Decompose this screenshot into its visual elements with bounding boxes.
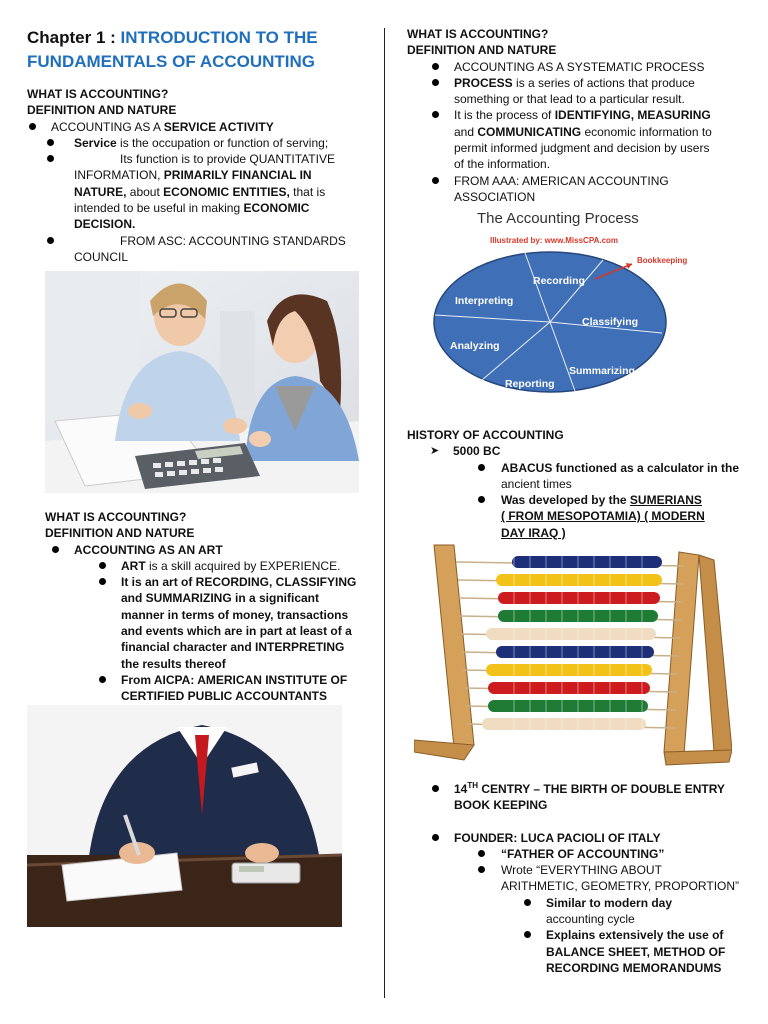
segment-classifying: Classifying	[582, 316, 639, 328]
bullet-icon	[478, 866, 485, 873]
section-subtitle: DEFINITION AND NATURE	[407, 43, 557, 58]
bullet-icon	[99, 578, 106, 585]
list-item: FROM ASC: ACCOUNTING STANDARDS COUNCIL	[27, 233, 367, 266]
bullet-heading: ACCOUNTING AS AN ART	[27, 542, 367, 558]
list-item: FROM AAA: AMERICAN ACCOUNTING ASSOCIATION	[407, 173, 742, 206]
bullet-icon	[432, 111, 439, 118]
callout-bookkeeping: Bookkeeping	[637, 256, 688, 265]
list-item: Explains extensively the use of BALANCE SHEET, METHOD OF RECORDING MEMORANDUMS	[407, 927, 742, 976]
bullet-icon	[47, 237, 54, 244]
chapter-title: Chapter 1 : INTRODUCTION TO THE FUNDAMENTALS OF ACCOUNTING	[27, 28, 318, 71]
bullet-icon	[524, 931, 531, 938]
list-item: Service is the occupation or function of serving;	[27, 135, 367, 151]
left-column	[27, 26, 367, 265]
history-section	[407, 427, 742, 541]
bullet-icon	[478, 496, 485, 503]
bullet-icon	[99, 562, 106, 569]
list-item: Wrote “EVERYTHING ABOUT ARITHMETIC, GEOMETRY, PROPORTION”	[407, 862, 742, 895]
list-item: It is the process of IDENTIFYING, MEASURING and COMMUNICATING economic information to permit informed judgment and decision by users of the information.	[407, 107, 742, 172]
section-question: WHAT IS ACCOUNTING?	[407, 27, 549, 41]
bullet-icon	[478, 850, 485, 857]
accounting-process-diagram	[430, 205, 705, 400]
bullet-icon	[478, 464, 485, 471]
list-item: ART is a skill acquired by EXPERIENCE.	[27, 558, 367, 574]
history-heading: HISTORY OF ACCOUNTING	[407, 428, 564, 442]
list-item: Was developed by the SUMERIANS ( FROM MESOPOTAMIA) ( MODERN DAY IRAQ )	[407, 492, 742, 541]
list-item: Similar to modern day accounting cycle	[407, 895, 742, 928]
list-item: Its function is to provide QUANTITATIVE INFORMATION, PRIMARILY FINANCIAL IN NATURE, about ECONOMIC ENTITIES, that is intended to be useful in making ECONOMIC DECISION.	[27, 151, 367, 232]
bullet-icon	[29, 123, 36, 130]
diagram-credit: Illustrated by: www.MissCPA.com	[490, 236, 619, 245]
section-question: WHAT IS ACCOUNTING?	[27, 87, 169, 101]
list-item: ABACUS functioned as a calculator in the ancient times	[407, 460, 742, 493]
segment-interpreting: Interpreting	[455, 295, 514, 307]
photo-businessman-writing	[27, 705, 342, 927]
section-question: WHAT IS ACCOUNTING?	[45, 510, 187, 524]
bullet-icon	[52, 546, 59, 553]
abacus-image	[414, 540, 732, 775]
segment-summarizing: Summarizing	[569, 365, 635, 377]
bullet-icon	[432, 177, 439, 184]
bullet-icon	[432, 79, 439, 86]
history-section-lower	[407, 781, 742, 976]
left-column-lower	[27, 509, 367, 705]
segment-analyzing: Analyzing	[450, 340, 500, 352]
section-subtitle: DEFINITION AND NATURE	[27, 103, 177, 118]
arrow-bullet-icon: ➤	[430, 445, 440, 458]
list-item: It is an art of RECORDING, CLASSIFYING and SUMMARIZING in a significant manner in terms of money, transactions and events which are in part at least of a financial character and INTERPRETING the results thereof	[27, 574, 367, 672]
list-item: 14TH CENTRY – THE BIRTH OF DOUBLE ENTRY BOOK KEEPING	[407, 781, 742, 814]
list-item: “FATHER OF ACCOUNTING”	[407, 846, 742, 862]
list-item: FOUNDER: LUCA PACIOLI OF ITALY	[407, 830, 742, 846]
bullet-icon	[524, 899, 531, 906]
photo-women-calculator	[45, 271, 359, 493]
bullet-icon	[432, 63, 439, 70]
bullet-icon	[47, 155, 54, 162]
bullet-icon	[432, 785, 439, 792]
bullet-icon	[99, 676, 106, 683]
bullet-heading: ACCOUNTING AS A SERVICE ACTIVITY	[27, 119, 367, 135]
list-item: ACCOUNTING AS A SYSTEMATIC PROCESS	[407, 59, 742, 75]
list-item: From AICPA: AMERICAN INSTITUTE OF CERTIFIED PUBLIC ACCOUNTANTS	[27, 672, 367, 705]
list-item: ➤ 5000 BC	[430, 444, 501, 459]
diagram-title: The Accounting Process	[477, 210, 639, 227]
segment-reporting: Reporting	[505, 378, 555, 390]
right-column	[407, 26, 742, 205]
bullet-icon	[432, 834, 439, 841]
list-item: PROCESS is a series of actions that produce something or that lead to a particular result.	[407, 75, 742, 108]
segment-recording: Recording	[533, 275, 585, 287]
bullet-icon	[47, 139, 54, 146]
section-subtitle: DEFINITION AND NATURE	[45, 526, 195, 541]
column-divider	[384, 28, 385, 998]
